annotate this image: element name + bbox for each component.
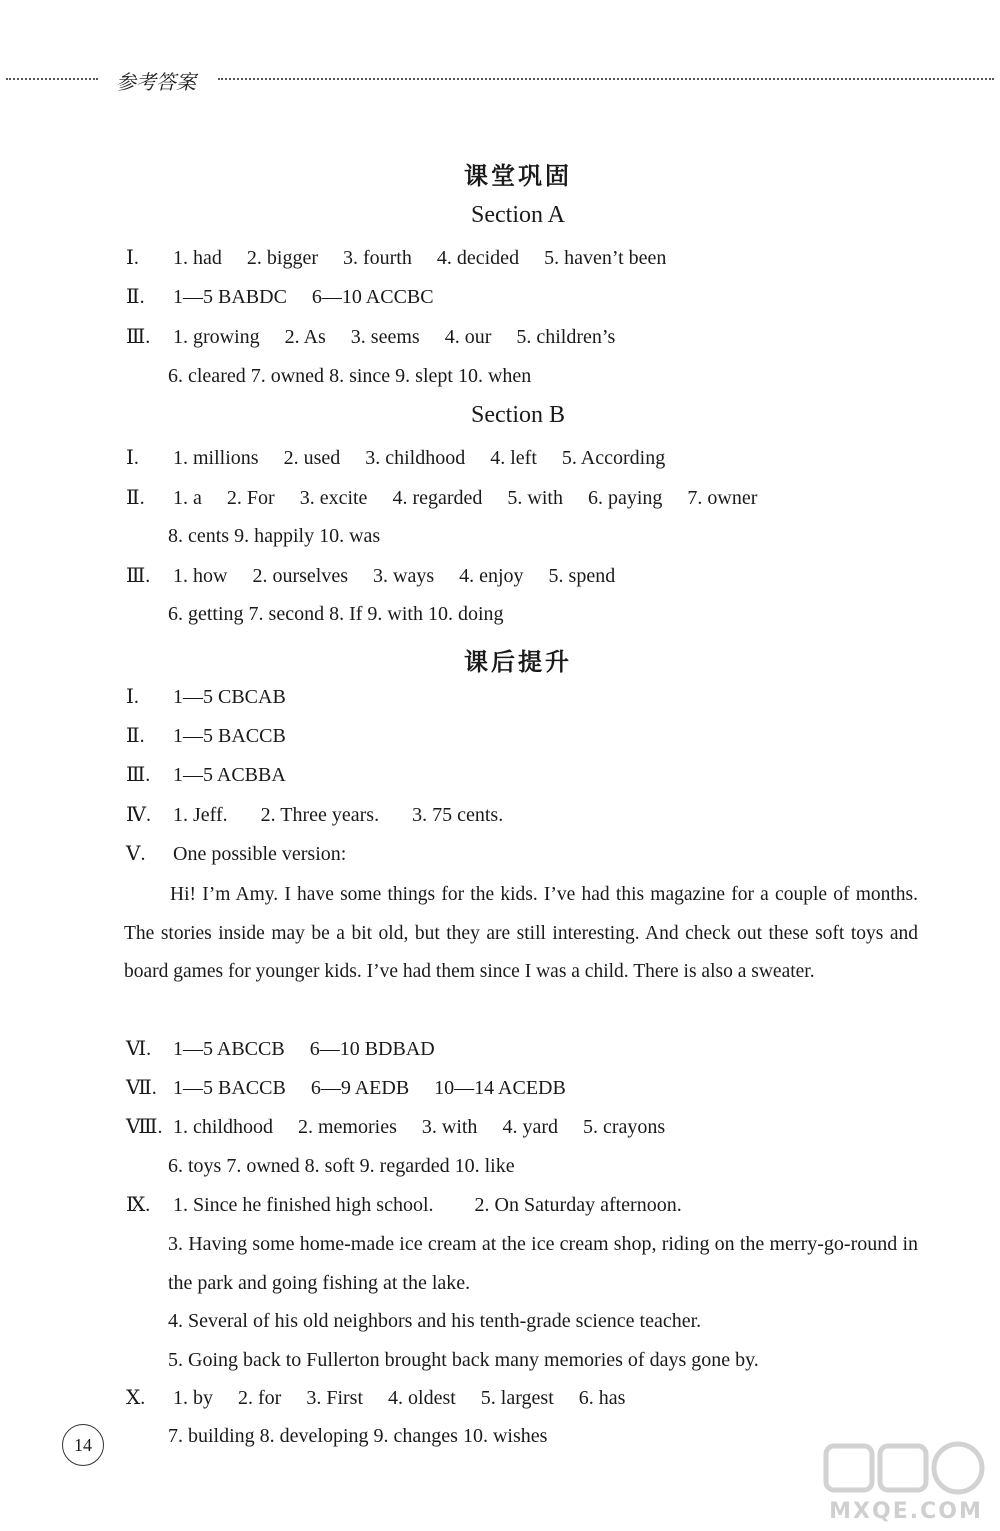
answer-item: 2. As (284, 326, 326, 348)
answer-item: 5. largest (480, 1387, 554, 1409)
answer-item: 8. developing (259, 1425, 369, 1447)
answer-row-k4 (126, 800, 523, 830)
answer-item: 10. doing (427, 603, 504, 625)
roman-numeral: Ⅵ. (126, 1038, 152, 1060)
answer-item: 2. For (226, 487, 275, 509)
answer-row-a2 (126, 282, 454, 312)
roman-numeral: Ⅲ. (126, 764, 151, 786)
answer-row-k9 (126, 1190, 702, 1220)
answer-row-k2 (126, 721, 306, 751)
roman-numeral: Ⅱ. (126, 286, 145, 308)
answer-item: 5. haven’t been (544, 247, 667, 269)
answer-row-a3-cont (168, 361, 531, 391)
answer-item: 4. left (490, 447, 537, 469)
answer-item: 6. getting (168, 603, 244, 625)
roman-numeral: Ⅸ. (126, 1194, 151, 1216)
answer-item: 4. regarded (392, 487, 483, 509)
answer-item: 2. On Saturday afternoon. (474, 1194, 682, 1216)
answer-item: 1. a (173, 487, 202, 509)
answer-item: 4. enjoy (459, 565, 524, 587)
answer-item: 8. soft (304, 1155, 355, 1177)
roman-numeral: Ⅱ. (126, 487, 145, 509)
roman-numeral: Ⅰ. (126, 686, 139, 708)
answer-item: 2. ourselves (252, 565, 348, 587)
page-header (0, 62, 1000, 102)
answer-row-k10 (126, 1383, 645, 1413)
answer-item: 2. used (283, 447, 341, 469)
answer-item: 9. with (367, 603, 423, 625)
answer-item: 3. childhood (365, 447, 466, 469)
section-heading-ketang: 课堂巩固 (464, 164, 572, 190)
answer-row-k3 (126, 760, 306, 790)
answer-item: 10—14 ACEDB (434, 1077, 566, 1099)
answer-item: 5. spend (548, 565, 616, 587)
answer-item: 1. childhood (173, 1116, 273, 1138)
answer-item: 1—5 CBCAB (173, 686, 286, 708)
answer-item: 6. has (578, 1387, 626, 1409)
answer-item: 5. According (561, 447, 666, 469)
answer-item: 3. fourth (342, 247, 412, 269)
answer-item: 6. toys (168, 1155, 222, 1177)
answer-item: 7. building (168, 1425, 255, 1447)
answer-row-k5 (126, 839, 366, 869)
answer-item: 4. decided (436, 247, 520, 269)
header-title: 参考答案 (116, 72, 196, 94)
answer-row-b2 (126, 483, 777, 513)
answer-item: 10. wishes (462, 1425, 548, 1447)
answer-item: 1—5 ACBBA (173, 764, 286, 786)
answer-item: 4. yard (502, 1116, 558, 1138)
roman-numeral: Ⅳ. (126, 804, 151, 826)
roman-numeral: Ⅱ. (126, 725, 145, 747)
answer-row-b1 (126, 443, 685, 473)
section-heading-a: Section A (471, 202, 565, 228)
answer-item: 6. cleared (168, 365, 246, 387)
answer-item: 8. If (329, 603, 363, 625)
answer-item: 3. 75 cents. (412, 804, 504, 826)
answer-item: 1—5 BABDC (173, 286, 287, 308)
answer-item: 3. excite (299, 487, 368, 509)
answer-row-k8-cont (168, 1151, 515, 1181)
answer-row-a3 (126, 322, 635, 352)
answer-item: 1. Since he finished high school. (173, 1194, 434, 1216)
answer-item: 10. was (319, 525, 381, 547)
answer-item: 1. growing (173, 326, 260, 348)
roman-numeral: Ⅴ. (126, 843, 146, 865)
answer-item: 4. our (444, 326, 492, 348)
answer-item: 1. Jeff. (173, 804, 228, 826)
answer-item: 9. happily (234, 525, 315, 547)
roman-numeral: Ⅰ. (126, 447, 139, 469)
roman-numeral: Ⅰ. (126, 247, 139, 269)
answer-item: 5. children’s (516, 326, 616, 348)
answer-row-k8 (126, 1112, 685, 1142)
answer-row-k1 (126, 682, 306, 712)
answer-item: 7. owned (226, 1155, 300, 1177)
header-dots-left (6, 78, 98, 80)
answer-item: 6—10 BDBAD (309, 1038, 435, 1060)
answer-item: 9. changes (373, 1425, 458, 1447)
watermark-text: MXQE.COM (829, 1499, 983, 1524)
section-heading-kehou: 课后提升 (464, 650, 572, 676)
roman-numeral: Ⅶ. (126, 1077, 157, 1099)
answer-item: 1. how (173, 565, 228, 587)
answer-item: 6—10 ACCBC (311, 286, 434, 308)
answer-k9-3: 3. Having some home-made ice cream at the ice cream shop, riding on the merry-go-round in the park and going fishing at the lake. (168, 1233, 918, 1294)
answer-k9-5: 5. Going back to Fullerton brought back many memories of days gone by. (168, 1349, 759, 1371)
answer-item: One possible version: (173, 843, 347, 865)
answer-row-a1 (126, 243, 686, 273)
answer-item: 1. had (173, 247, 222, 269)
answer-item: 10. when (457, 365, 532, 387)
answer-row-k10-cont (168, 1421, 547, 1451)
answer-item: 6. paying (587, 487, 663, 509)
answer-item: 1—5 ABCCB (173, 1038, 285, 1060)
essay-paragraph: Hi! I’m Amy. I have some things for the kids. I’ve had this magazine for a couple of months. The stories inside may be a bit old, but they are still interesting. And check out these soft toys and board games for younger kids. I’ve had them since I was a child. There is also a sweater. (124, 884, 918, 983)
answer-row-k6 (126, 1034, 455, 1064)
answer-item: 5. crayons (582, 1116, 666, 1138)
answer-item: 8. cents (168, 525, 230, 547)
answer-k9-4: 4. Several of his old neighbors and his tenth-grade science teacher. (168, 1310, 702, 1332)
answer-item: 3. with (421, 1116, 478, 1138)
answer-item: 2. for (238, 1387, 282, 1409)
answer-item: 1—5 BACCB (173, 1077, 286, 1099)
answer-item: 7. owner (687, 487, 758, 509)
answer-item: 3. ways (373, 565, 435, 587)
answer-row-b3-cont (168, 599, 504, 629)
watermark-logo (818, 1440, 994, 1526)
answer-row-k7 (126, 1073, 586, 1103)
answer-item: 5. with (507, 487, 563, 509)
answer-item: 10. like (454, 1155, 515, 1177)
answer-item: 2. Three years. (260, 804, 380, 826)
answer-item: 9. slept (395, 365, 453, 387)
section-heading-b: Section B (471, 402, 565, 428)
answer-item: 9. regarded (359, 1155, 450, 1177)
answer-item: 7. second (248, 603, 325, 625)
answer-row-b3 (126, 561, 635, 591)
roman-numeral: Ⅹ. (126, 1387, 146, 1409)
answer-item: 3. First (306, 1387, 364, 1409)
roman-numeral: Ⅲ. (126, 326, 151, 348)
answer-item: 1—5 BACCB (173, 725, 286, 747)
answer-item: 3. seems (350, 326, 420, 348)
page-number: 14 (62, 1424, 104, 1466)
answer-item: 8. since (329, 365, 391, 387)
header-dots-right (218, 78, 994, 80)
answer-item: 6—9 AEDB (310, 1077, 410, 1099)
answer-item: 2. memories (298, 1116, 397, 1138)
answer-item: 4. oldest (388, 1387, 456, 1409)
answer-item: 2. bigger (246, 247, 318, 269)
answer-item: 1. millions (173, 447, 259, 469)
answer-item: 7. owned (250, 365, 325, 387)
roman-numeral: Ⅲ. (126, 565, 151, 587)
roman-numeral: Ⅷ. (126, 1116, 163, 1138)
answer-item: 1. by (173, 1387, 213, 1409)
answer-row-b2-cont (168, 521, 380, 551)
